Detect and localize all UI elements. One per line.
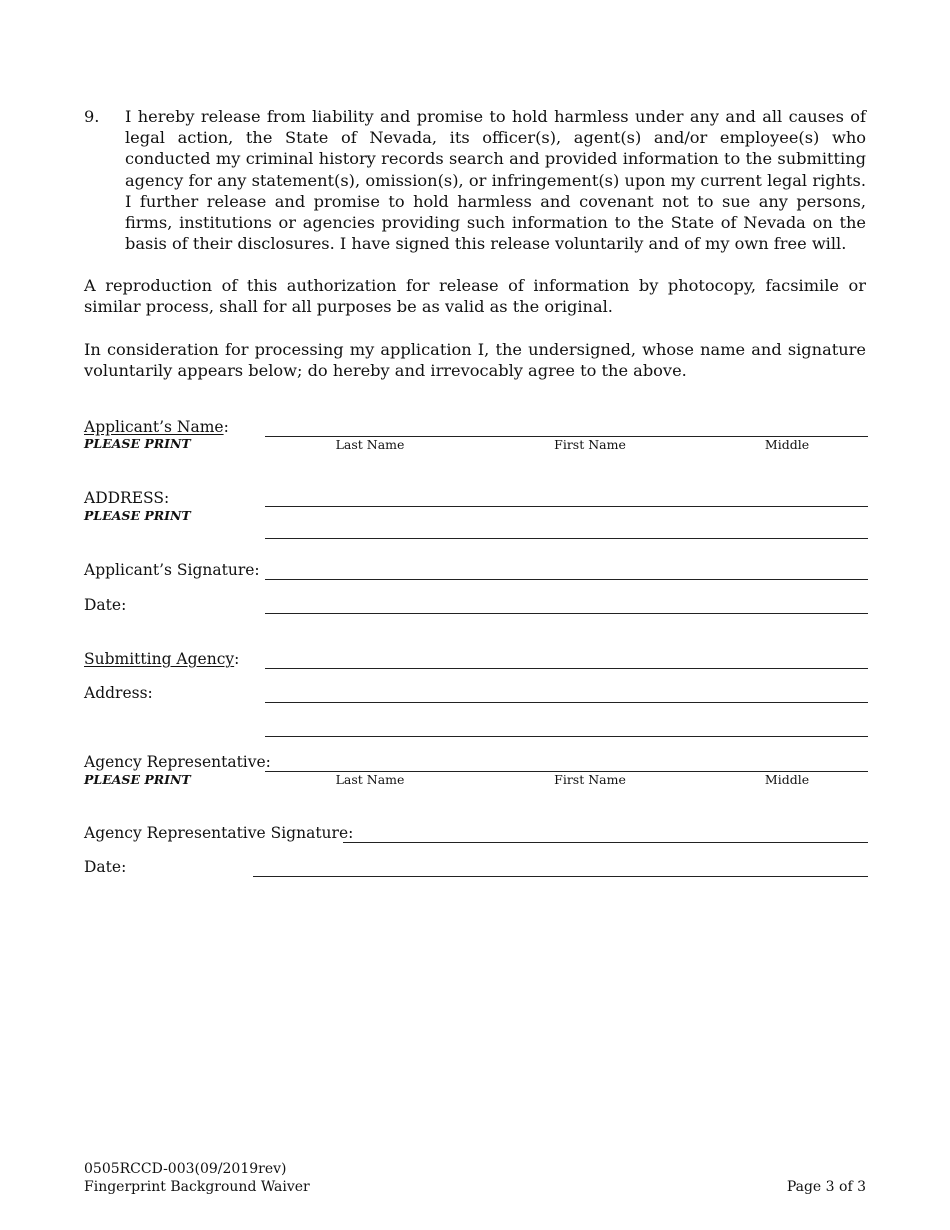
address-line-2-field[interactable] [265, 538, 868, 539]
address-please-print: PLEASE PRINT [84, 508, 191, 523]
form-code: 0505RCCD-003(09/2019rev) [84, 1161, 287, 1177]
address-label: ADDRESS: [84, 489, 170, 507]
agency-rep-please-print: PLEASE PRINT [84, 772, 191, 787]
agency-address-label: Address: [84, 684, 153, 702]
form-title: Fingerprint Background Waiver [84, 1179, 310, 1195]
agency-rep-middle-caption: Middle [764, 772, 810, 787]
applicant-name-please-print: PLEASE PRINT [84, 436, 191, 451]
applicant-name-label: Applicant’s Name: [84, 418, 229, 436]
release-clause-9 [84, 106, 866, 254]
agency-rep-first-name-caption: First Name [554, 772, 626, 787]
submitting-agency-field[interactable] [265, 668, 868, 669]
applicant-middle-caption: Middle [764, 437, 810, 452]
agency-address-line-2-field[interactable] [265, 736, 868, 737]
agency-rep-signature-field[interactable] [343, 842, 868, 843]
applicant-signature-field[interactable] [265, 579, 868, 580]
consideration-paragraph: In consideration for processing my application I, the undersigned, whose name and signature voluntarily appears below; do hereby and irrevocably agree to the above. [84, 340, 866, 381]
submitting-agency-label: Submitting Agency: [84, 650, 240, 668]
clause-text: I hereby release from liability and promise to hold harmless under any and all causes of legal action, the State of Nevada, its officer(s), agent(s) and/or employee(s) who conducted my criminal history records search and provided information to the submitting agency for any statement(s), omission(s), or infringement(s) upon my current legal rights. I further release and promise to hold harmless and covenant not to sue any persons, firms, institutions or agencies providing such information to the State of Nevada on the basis of their disclosures. I have signed this release voluntarily and of my own free will. [125, 107, 866, 254]
agency-rep-last-name-caption: Last Name [335, 772, 405, 787]
applicant-last-name-caption: Last Name [335, 437, 405, 452]
agency-date-field[interactable] [253, 876, 868, 877]
clause-number: 9. [84, 107, 100, 126]
address-line-1-field[interactable] [265, 506, 868, 507]
page-number: Page 3 of 3 [786, 1179, 866, 1195]
applicant-signature-label: Applicant’s Signature: [84, 561, 260, 579]
agency-address-line-1-field[interactable] [265, 702, 868, 703]
date-field[interactable] [265, 613, 868, 614]
date-label: Date: [84, 596, 127, 614]
reproduction-paragraph: A reproduction of this authorization for release of information by photocopy, facsimile or similar process, shall for all purposes be as valid as the original. [84, 276, 866, 317]
applicant-first-name-caption: First Name [554, 437, 626, 452]
agency-representative-label: Agency Representative: [84, 753, 271, 771]
agency-rep-signature-label: Agency Representative Signature: [84, 824, 354, 842]
agency-date-label: Date: [84, 858, 127, 876]
